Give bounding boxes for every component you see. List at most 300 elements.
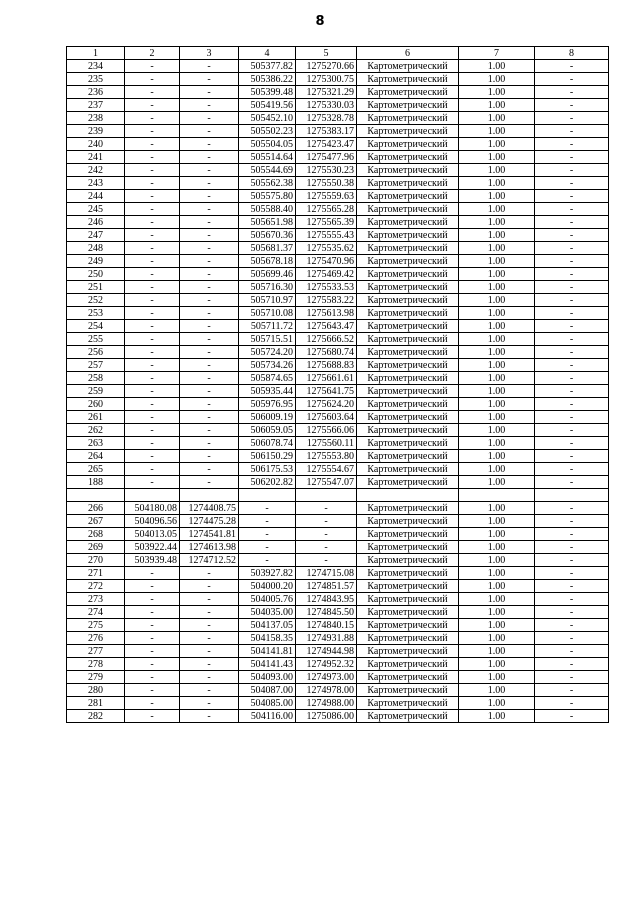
table-row xyxy=(67,112,609,125)
table-cell: - xyxy=(125,385,180,398)
table-cell: - xyxy=(125,658,180,671)
table-cell: - xyxy=(239,515,296,528)
table-cell: 278 xyxy=(67,658,125,671)
table-cell: 1274408.75 xyxy=(180,502,239,515)
table-cell: 504141.43 xyxy=(239,658,296,671)
table-cell: 505502.23 xyxy=(239,125,296,138)
table-cell: - xyxy=(125,216,180,229)
table-row xyxy=(67,190,609,203)
table-cell: 260 xyxy=(67,398,125,411)
table-cell: Картометрический xyxy=(357,229,459,242)
table-cell: Картометрический xyxy=(357,125,459,138)
table-cell: 250 xyxy=(67,268,125,281)
table-cell: 1.00 xyxy=(459,567,535,580)
table-cell: Картометрический xyxy=(357,307,459,320)
table-cell: 188 xyxy=(67,476,125,489)
table-cell: - xyxy=(239,528,296,541)
table-cell: - xyxy=(535,385,609,398)
table-cell: 1.00 xyxy=(459,710,535,723)
table-cell: 1275666.52 xyxy=(296,333,357,346)
table-cell: 506059.05 xyxy=(239,424,296,437)
table-cell: 262 xyxy=(67,424,125,437)
table-cell: 249 xyxy=(67,255,125,268)
table-cell: - xyxy=(180,476,239,489)
table-cell: 254 xyxy=(67,320,125,333)
table-row xyxy=(67,671,609,684)
table-row xyxy=(67,437,609,450)
table-cell: Картометрический xyxy=(357,203,459,216)
table-cell: - xyxy=(535,463,609,476)
column-header-5: 5 xyxy=(296,47,357,60)
table-cell: - xyxy=(296,541,357,554)
table-row xyxy=(67,476,609,489)
table-row xyxy=(67,164,609,177)
table-cell: Картометрический xyxy=(357,593,459,606)
table-cell xyxy=(180,489,239,502)
table-cell: 1275680.74 xyxy=(296,346,357,359)
table-cell: 257 xyxy=(67,359,125,372)
table-row xyxy=(67,73,609,86)
table-cell: - xyxy=(535,164,609,177)
table-cell: Картометрический xyxy=(357,255,459,268)
table-cell: 274 xyxy=(67,606,125,619)
table-cell: Картометрический xyxy=(357,619,459,632)
table-cell: - xyxy=(125,619,180,632)
table-cell: 1.00 xyxy=(459,151,535,164)
table-cell: 1.00 xyxy=(459,86,535,99)
table-row xyxy=(67,320,609,333)
table-cell: 1.00 xyxy=(459,112,535,125)
table-cell: 505681.37 xyxy=(239,242,296,255)
table-cell: - xyxy=(125,177,180,190)
table-cell: Картометрический xyxy=(357,294,459,307)
table-cell: 1275469.42 xyxy=(296,268,357,281)
table-cell: Картометрический xyxy=(357,671,459,684)
table-cell: 256 xyxy=(67,346,125,359)
table-cell: 255 xyxy=(67,333,125,346)
table-cell: 503927.82 xyxy=(239,567,296,580)
table-cell: Картометрический xyxy=(357,697,459,710)
table-cell: 271 xyxy=(67,567,125,580)
table-cell: Картометрический xyxy=(357,86,459,99)
table-cell: 281 xyxy=(67,697,125,710)
table-cell: - xyxy=(125,294,180,307)
table-row xyxy=(67,333,609,346)
table-cell xyxy=(67,489,125,502)
table-cell: 282 xyxy=(67,710,125,723)
table-cell: - xyxy=(180,333,239,346)
table-cell: Картометрический xyxy=(357,164,459,177)
table-row xyxy=(67,307,609,320)
table-cell: 248 xyxy=(67,242,125,255)
table-cell: - xyxy=(535,86,609,99)
table-cell: - xyxy=(535,658,609,671)
table-cell: - xyxy=(125,346,180,359)
table-cell: - xyxy=(180,658,239,671)
table-cell: - xyxy=(125,112,180,125)
table-cell: 1.00 xyxy=(459,203,535,216)
table-row xyxy=(67,229,609,242)
table-cell: 1.00 xyxy=(459,242,535,255)
table-cell: 1.00 xyxy=(459,398,535,411)
table-row xyxy=(67,541,609,554)
table-cell: - xyxy=(180,671,239,684)
table-cell: 235 xyxy=(67,73,125,86)
column-header-7: 7 xyxy=(459,47,535,60)
table-cell: 505976.95 xyxy=(239,398,296,411)
table-cell: - xyxy=(180,619,239,632)
table-cell: 1274845.50 xyxy=(296,606,357,619)
table-cell: 505514.64 xyxy=(239,151,296,164)
table-cell: 505935.44 xyxy=(239,385,296,398)
table-cell: - xyxy=(125,333,180,346)
table-cell: 275 xyxy=(67,619,125,632)
table-cell: 505874.65 xyxy=(239,372,296,385)
table-cell: - xyxy=(535,60,609,73)
table-cell: - xyxy=(180,60,239,73)
table-row xyxy=(67,684,609,697)
table-cell: - xyxy=(535,151,609,164)
table-header-row xyxy=(67,47,609,60)
table-cell: - xyxy=(125,645,180,658)
table-cell: - xyxy=(180,125,239,138)
table-cell: - xyxy=(125,242,180,255)
table-cell: 273 xyxy=(67,593,125,606)
table-cell: - xyxy=(180,190,239,203)
table-row xyxy=(67,515,609,528)
table-cell: 505544.69 xyxy=(239,164,296,177)
table-cell: 251 xyxy=(67,281,125,294)
table-cell: Картометрический xyxy=(357,60,459,73)
table-cell: Картометрический xyxy=(357,580,459,593)
table-cell xyxy=(535,489,609,502)
table-cell: - xyxy=(535,554,609,567)
table-cell: - xyxy=(125,320,180,333)
table-cell: - xyxy=(125,281,180,294)
table-cell: - xyxy=(535,294,609,307)
table-cell: - xyxy=(180,164,239,177)
table-cell: 1.00 xyxy=(459,268,535,281)
table-cell: 261 xyxy=(67,411,125,424)
table-cell: 1.00 xyxy=(459,216,535,229)
table-row xyxy=(67,697,609,710)
table-cell: 280 xyxy=(67,684,125,697)
table-cell: - xyxy=(125,398,180,411)
table-row xyxy=(67,242,609,255)
table-cell: 506175.53 xyxy=(239,463,296,476)
table-row xyxy=(67,411,609,424)
table-cell: - xyxy=(535,255,609,268)
page-number: 8 xyxy=(315,14,325,29)
table-row xyxy=(67,60,609,73)
table-row xyxy=(67,151,609,164)
table-row xyxy=(67,567,609,580)
table-cell: 265 xyxy=(67,463,125,476)
table-cell: 504141.81 xyxy=(239,645,296,658)
table-cell: 1275270.66 xyxy=(296,60,357,73)
table-cell: 503939.48 xyxy=(125,554,180,567)
table-cell: - xyxy=(125,593,180,606)
table-cell: 505504.05 xyxy=(239,138,296,151)
table-cell: - xyxy=(535,671,609,684)
table-cell: - xyxy=(535,125,609,138)
table-cell: 505715.51 xyxy=(239,333,296,346)
table-cell: 505562.38 xyxy=(239,177,296,190)
table-cell: 505452.10 xyxy=(239,112,296,125)
table-cell: 238 xyxy=(67,112,125,125)
table-cell: - xyxy=(180,593,239,606)
table-cell: - xyxy=(180,73,239,86)
table-cell: 277 xyxy=(67,645,125,658)
table-cell: 1.00 xyxy=(459,411,535,424)
table-cell: 1274475.28 xyxy=(180,515,239,528)
table-cell: 504180.08 xyxy=(125,502,180,515)
table-cell: - xyxy=(125,73,180,86)
table-row xyxy=(67,645,609,658)
table-cell: 1275559.63 xyxy=(296,190,357,203)
table-cell: 267 xyxy=(67,515,125,528)
table-cell: 1.00 xyxy=(459,125,535,138)
table-cell: - xyxy=(125,125,180,138)
table-cell: - xyxy=(125,229,180,242)
table-cell: - xyxy=(125,671,180,684)
table-cell: Картометрический xyxy=(357,502,459,515)
table-cell: - xyxy=(535,567,609,580)
table-cell: 1.00 xyxy=(459,619,535,632)
table-cell: 505419.56 xyxy=(239,99,296,112)
table-cell: - xyxy=(125,424,180,437)
table-cell: - xyxy=(535,242,609,255)
table-cell: 1275530.23 xyxy=(296,164,357,177)
table-cell: - xyxy=(180,710,239,723)
table-cell: 270 xyxy=(67,554,125,567)
table-cell: Картометрический xyxy=(357,450,459,463)
table-cell: Картометрический xyxy=(357,606,459,619)
table-cell: - xyxy=(180,177,239,190)
table-cell: 1.00 xyxy=(459,697,535,710)
table-cell: 1.00 xyxy=(459,593,535,606)
table-cell: - xyxy=(535,476,609,489)
table-cell: 1274712.52 xyxy=(180,554,239,567)
table-cell: 1275550.38 xyxy=(296,177,357,190)
table-cell: 1275553.80 xyxy=(296,450,357,463)
table-cell: - xyxy=(180,268,239,281)
table-cell: - xyxy=(535,138,609,151)
table-row xyxy=(67,281,609,294)
table-cell: 1.00 xyxy=(459,60,535,73)
table-cell: - xyxy=(535,177,609,190)
table-cell: 1274952.32 xyxy=(296,658,357,671)
table-cell: 1275643.47 xyxy=(296,320,357,333)
table-row xyxy=(67,580,609,593)
table-cell: 239 xyxy=(67,125,125,138)
table-row xyxy=(67,450,609,463)
table-cell xyxy=(239,489,296,502)
table-cell: Картометрический xyxy=(357,242,459,255)
table-cell: - xyxy=(180,216,239,229)
table-cell: - xyxy=(180,463,239,476)
table-cell: Картометрический xyxy=(357,320,459,333)
table-cell: 1274541.81 xyxy=(180,528,239,541)
table-cell: Картометрический xyxy=(357,333,459,346)
table-cell: Картометрический xyxy=(357,359,459,372)
table-cell: 504087.00 xyxy=(239,684,296,697)
table-cell: 505588.40 xyxy=(239,203,296,216)
table-cell: 1275560.11 xyxy=(296,437,357,450)
table-cell xyxy=(357,489,459,502)
table-cell: 1274613.98 xyxy=(180,541,239,554)
table-cell: Картометрический xyxy=(357,632,459,645)
table-cell: 1275555.43 xyxy=(296,229,357,242)
table-cell: - xyxy=(535,398,609,411)
table-row xyxy=(67,125,609,138)
table-cell: - xyxy=(535,203,609,216)
table-cell: Картометрический xyxy=(357,151,459,164)
table-cell: 505716.30 xyxy=(239,281,296,294)
table-cell: - xyxy=(125,164,180,177)
table-row xyxy=(67,632,609,645)
table-cell: 1274944.98 xyxy=(296,645,357,658)
table-cell: 506150.29 xyxy=(239,450,296,463)
table-row xyxy=(67,99,609,112)
table-cell: - xyxy=(180,320,239,333)
table-cell: - xyxy=(180,203,239,216)
table-cell: - xyxy=(125,138,180,151)
table-cell: 505734.26 xyxy=(239,359,296,372)
table-cell: Картометрический xyxy=(357,658,459,671)
table-cell: 1274988.00 xyxy=(296,697,357,710)
table-cell: - xyxy=(535,268,609,281)
table-cell: 1275300.75 xyxy=(296,73,357,86)
table-cell: - xyxy=(535,372,609,385)
table-cell: - xyxy=(125,99,180,112)
table-cell: - xyxy=(535,346,609,359)
table-cell: 504035.00 xyxy=(239,606,296,619)
table-cell: 1.00 xyxy=(459,554,535,567)
table-cell: 504158.35 xyxy=(239,632,296,645)
table-cell: 504137.05 xyxy=(239,619,296,632)
table-cell: 1.00 xyxy=(459,190,535,203)
table-body xyxy=(67,60,609,723)
table-cell: Картометрический xyxy=(357,645,459,658)
table-cell: 1275565.28 xyxy=(296,203,357,216)
table-cell: - xyxy=(125,606,180,619)
table-cell: Картометрический xyxy=(357,112,459,125)
table-cell: 258 xyxy=(67,372,125,385)
table-cell: 268 xyxy=(67,528,125,541)
table-cell: 1275470.96 xyxy=(296,255,357,268)
table-cell: - xyxy=(125,476,180,489)
table-cell: - xyxy=(180,645,239,658)
table-cell: 245 xyxy=(67,203,125,216)
table-row xyxy=(67,255,609,268)
table-cell: - xyxy=(180,450,239,463)
table-cell: 243 xyxy=(67,177,125,190)
table-cell: - xyxy=(535,515,609,528)
table-cell: 504093.00 xyxy=(239,671,296,684)
table-cell: 1274931.88 xyxy=(296,632,357,645)
table-cell: 505710.08 xyxy=(239,307,296,320)
table-cell: 1.00 xyxy=(459,229,535,242)
table-cell: 504000.20 xyxy=(239,580,296,593)
table-cell: 1.00 xyxy=(459,333,535,346)
table-cell: 1.00 xyxy=(459,684,535,697)
table-cell: - xyxy=(535,424,609,437)
column-header-2: 2 xyxy=(125,47,180,60)
table-cell: 1275661.61 xyxy=(296,372,357,385)
table-cell: Картометрический xyxy=(357,515,459,528)
table-row xyxy=(67,86,609,99)
table-cell: - xyxy=(535,645,609,658)
table-cell: 505399.48 xyxy=(239,86,296,99)
table-row xyxy=(67,424,609,437)
table-cell: 506078.74 xyxy=(239,437,296,450)
table-cell: Картометрический xyxy=(357,190,459,203)
table-cell: 1.00 xyxy=(459,385,535,398)
table-cell: - xyxy=(125,151,180,164)
table-cell: 504013.05 xyxy=(125,528,180,541)
column-header-6: 6 xyxy=(357,47,459,60)
table-cell: 1.00 xyxy=(459,658,535,671)
table-cell: 1.00 xyxy=(459,320,535,333)
table-cell: 1275566.06 xyxy=(296,424,357,437)
table-cell: 505699.46 xyxy=(239,268,296,281)
table-cell: 1.00 xyxy=(459,450,535,463)
table-cell: - xyxy=(180,229,239,242)
table-cell: - xyxy=(125,450,180,463)
table-cell: - xyxy=(535,333,609,346)
table-cell: - xyxy=(125,372,180,385)
table-row xyxy=(67,554,609,567)
table-cell: - xyxy=(535,112,609,125)
table-cell: - xyxy=(180,372,239,385)
table-row xyxy=(67,489,609,502)
table-cell: - xyxy=(180,385,239,398)
table-cell: - xyxy=(125,710,180,723)
table-row xyxy=(67,372,609,385)
table-cell: - xyxy=(180,606,239,619)
table-cell: - xyxy=(125,203,180,216)
table-cell: - xyxy=(125,567,180,580)
table-cell: - xyxy=(180,411,239,424)
table-cell: 1.00 xyxy=(459,580,535,593)
table-row xyxy=(67,216,609,229)
table-cell: - xyxy=(180,359,239,372)
table-cell: - xyxy=(180,346,239,359)
table-cell: Картометрический xyxy=(357,346,459,359)
table-cell: - xyxy=(125,190,180,203)
table-cell: 505386.22 xyxy=(239,73,296,86)
table-cell: 1275613.98 xyxy=(296,307,357,320)
table-cell: 1.00 xyxy=(459,294,535,307)
table-cell: Картометрический xyxy=(357,216,459,229)
table-cell: 1275688.83 xyxy=(296,359,357,372)
table-cell: - xyxy=(180,294,239,307)
table-cell: Картометрический xyxy=(357,177,459,190)
table-cell: 1.00 xyxy=(459,515,535,528)
table-cell: - xyxy=(535,307,609,320)
table-cell: 505670.36 xyxy=(239,229,296,242)
table-cell xyxy=(125,489,180,502)
table-cell: 505711.72 xyxy=(239,320,296,333)
table-row xyxy=(67,658,609,671)
table-cell: - xyxy=(535,684,609,697)
table-cell: 1.00 xyxy=(459,528,535,541)
table-cell xyxy=(296,489,357,502)
table-row xyxy=(67,138,609,151)
table-cell: Картометрический xyxy=(357,710,459,723)
table-cell: 1275641.75 xyxy=(296,385,357,398)
